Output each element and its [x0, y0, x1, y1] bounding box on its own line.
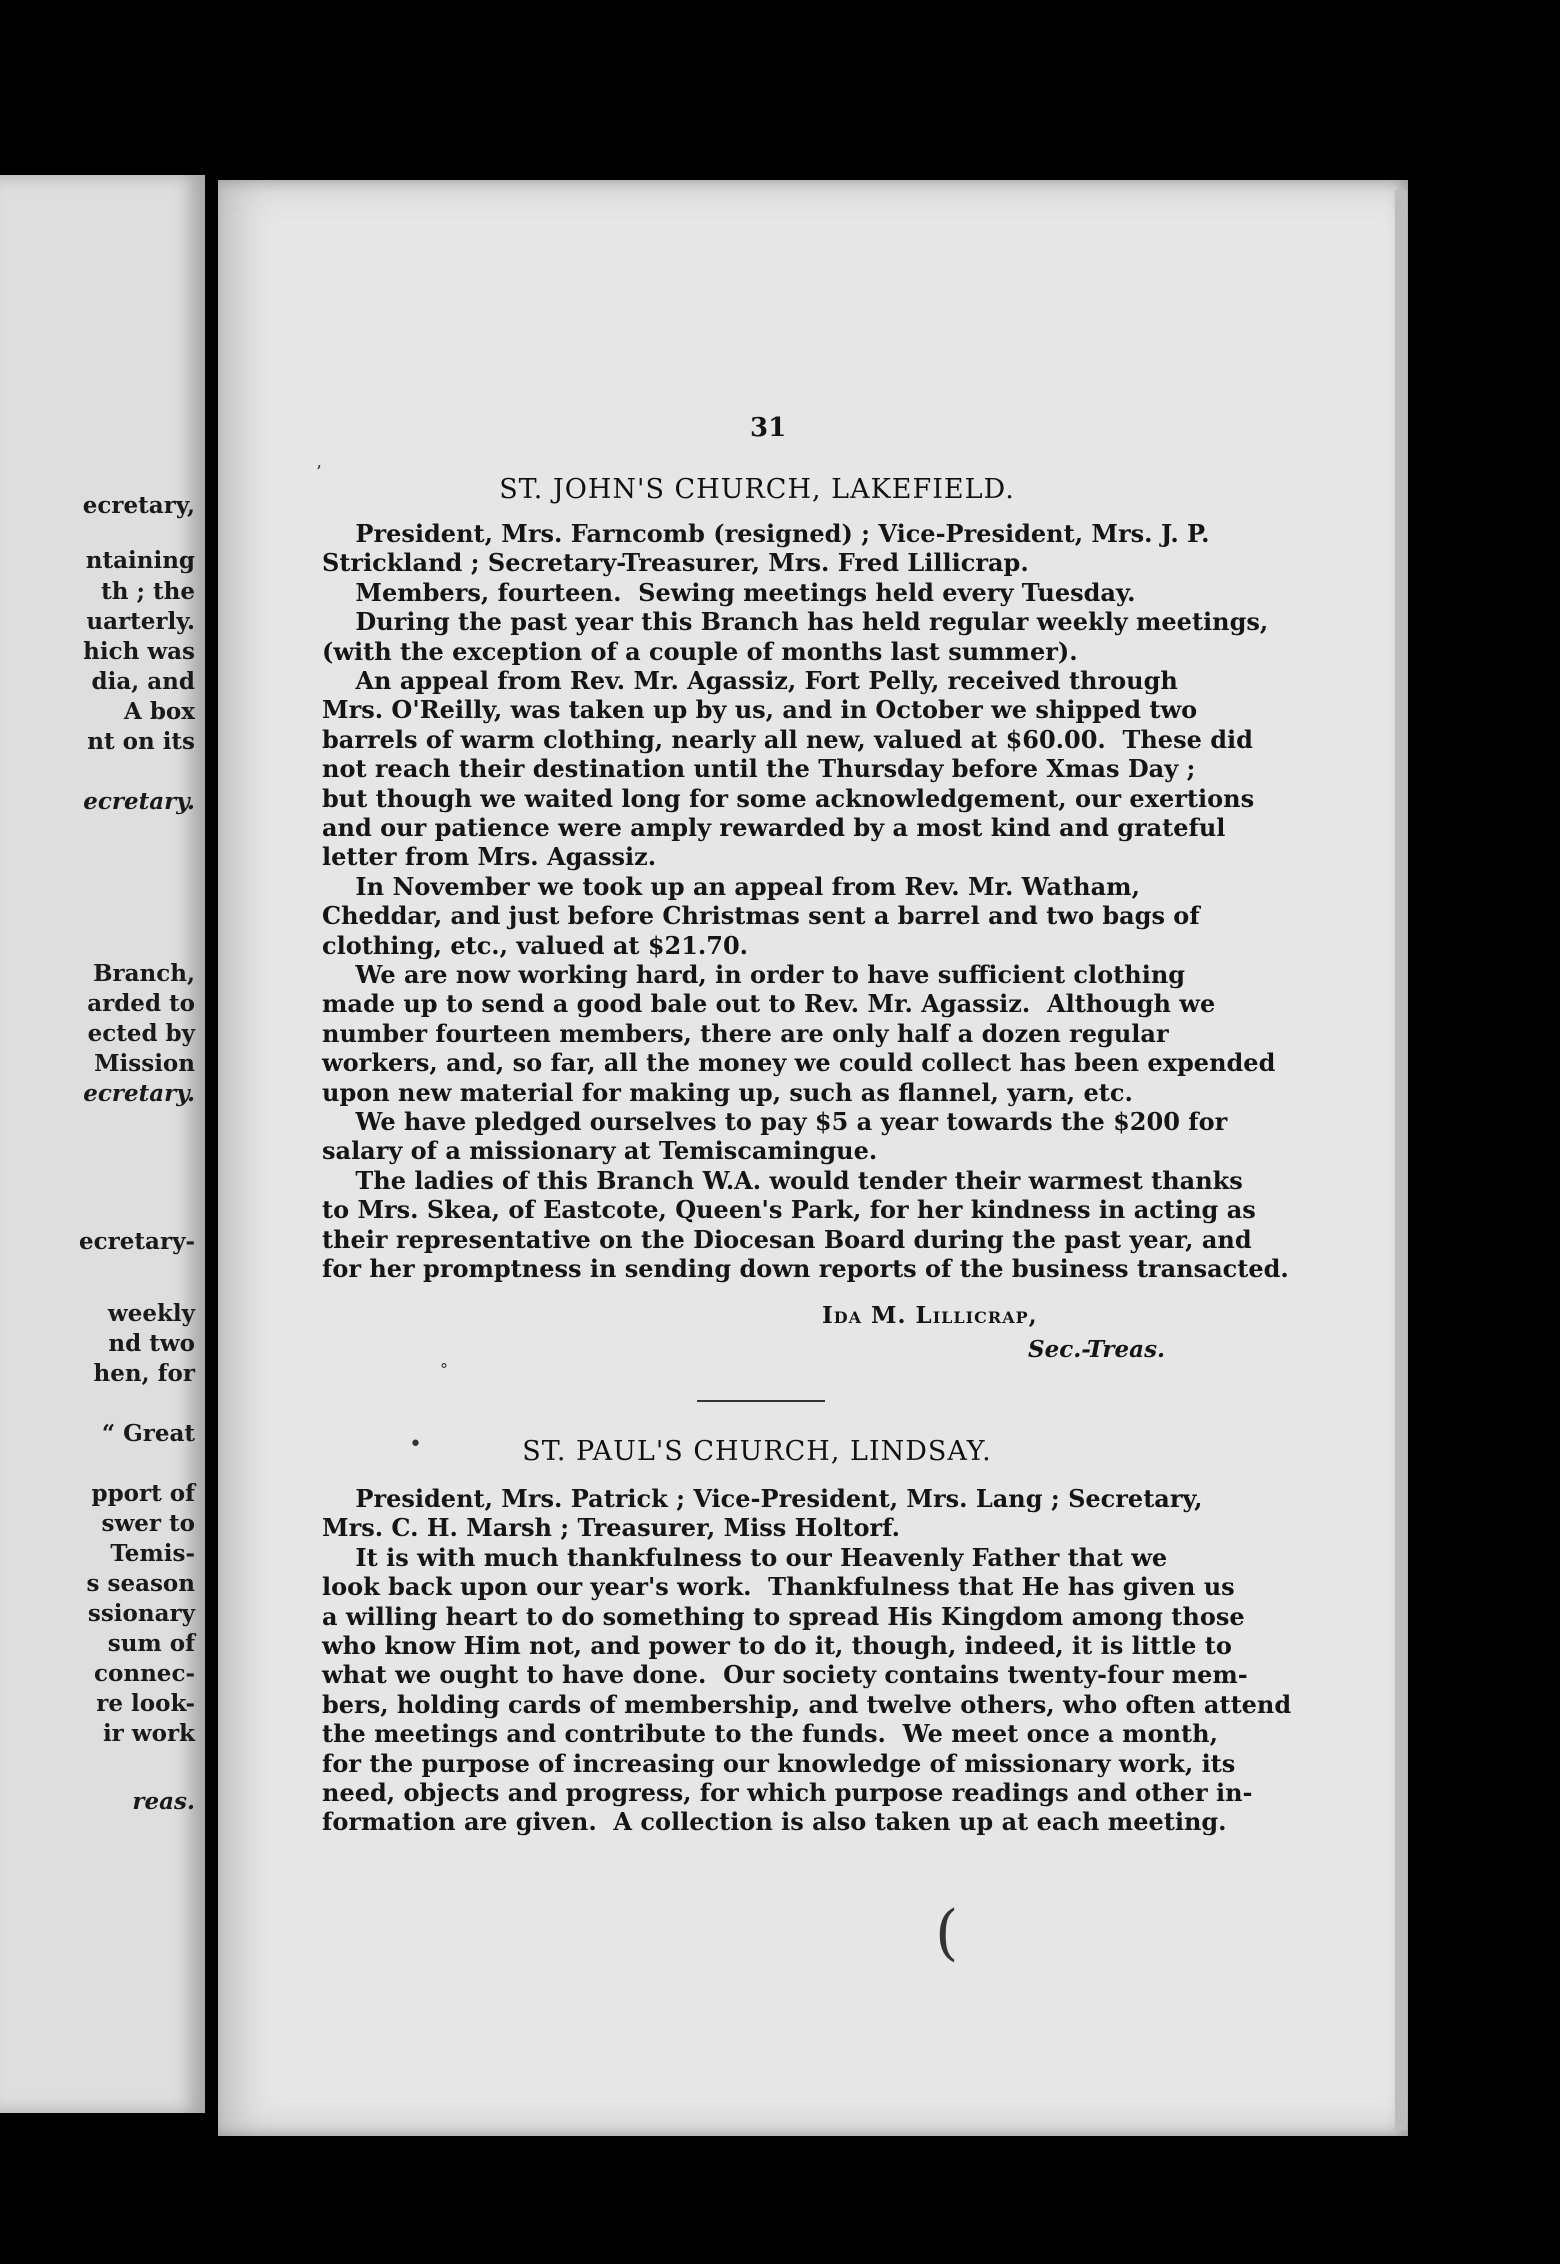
text-line: letter from Mrs. Agassiz.	[322, 842, 657, 872]
page-number: 31	[750, 413, 787, 443]
left-page-text-line: arded to	[87, 990, 195, 1017]
pencil-mark: (	[935, 1898, 959, 1968]
left-page-text-line: s season	[86, 1570, 195, 1597]
text-line: need, objects and progress, for which purpose readings and other in-	[322, 1778, 1253, 1807]
left-page-text-line: nd two	[108, 1330, 195, 1357]
ink-speck: °	[440, 1360, 448, 1379]
text-line: clothing, etc., valued at $21.70.	[322, 930, 749, 960]
left-page-text-line: sum of	[107, 1630, 195, 1657]
text-line: and our patience were amply rewarded by a most kind and grateful	[322, 813, 1226, 842]
text-line: not reach their destination until the Thursday before Xmas Day ;	[322, 754, 1196, 784]
section-divider	[697, 1400, 825, 1402]
text-line: An appeal from Rev. Mr. Agassiz, Fort Pelly, received through	[322, 666, 1178, 695]
left-page-text-line: weekly	[107, 1300, 195, 1327]
left-page-text-line: ecretary.	[83, 788, 195, 815]
left-page-text-line: connec-	[94, 1660, 195, 1687]
ink-speck: •	[409, 1432, 422, 1457]
text-line: Strickland ; Secretary-Treasurer, Mrs. Fred Lillicrap.	[322, 548, 1029, 578]
left-page-text-line: ecretary-	[79, 1228, 195, 1255]
left-page-text-line: Mission	[94, 1050, 195, 1077]
text-line: The ladies of this Branch W.A. would tender their warmest thanks	[322, 1165, 1243, 1195]
text-line: bers, holding cards of membership, and twelve others, who often attend	[322, 1689, 1292, 1719]
text-line: what we ought to have done. Our society contains twenty-four mem-	[322, 1660, 1248, 1690]
signature-name: Ida M. Lillicrap,	[822, 1302, 1038, 1329]
left-page-text-line: ntaining	[85, 547, 195, 574]
left-page-text-line: reas.	[132, 1788, 195, 1815]
left-page-text-line: A box	[124, 698, 195, 725]
text-line: for the purpose of increasing our knowledge of missionary work, its	[322, 1748, 1236, 1778]
text-line: formation are given. A collection is also taken up at each meeting.	[322, 1807, 1227, 1837]
left-page-text-line: “ Great	[101, 1420, 195, 1447]
signature-title: Sec.-Treas.	[1028, 1336, 1166, 1363]
text-line: but though we waited long for some acknowledgement, our exertions	[322, 783, 1255, 813]
left-page-text-line: ir work	[102, 1720, 195, 1747]
text-line: barrels of warm clothing, nearly all new, valued at $60.00. These did	[322, 724, 1253, 754]
ink-speck: ’	[316, 462, 322, 483]
text-line: Members, fourteen. Sewing meetings held every Tuesday.	[322, 577, 1136, 607]
text-line: (with the exception of a couple of months last summer).	[322, 636, 1078, 666]
text-line: number fourteen members, there are only half a dozen regular	[322, 1018, 1169, 1048]
left-page-text-line: uarterly.	[86, 608, 195, 635]
left-page-text-line: hen, for	[93, 1360, 195, 1387]
left-page-text-line: hich was	[83, 638, 195, 665]
text-line: We have pledged ourselves to pay $5 a year towards the $200 for	[322, 1107, 1228, 1136]
left-page-text-line: ecretary.	[83, 1080, 195, 1107]
left-page-fragment	[0, 175, 205, 2113]
text-line: During the past year this Branch has held regular weekly meetings,	[322, 607, 1269, 637]
left-page-text-line: nt on its	[87, 728, 195, 755]
text-line: It is with much thankfulness to our Heavenly Father that we	[322, 1542, 1168, 1572]
text-line: for her promptness in sending down reports of the business transacted.	[322, 1254, 1289, 1283]
text-line: President, Mrs. Patrick ; Vice-President, Mrs. Lang ; Secretary,	[322, 1484, 1203, 1513]
text-line: We are now working hard, in order to have sufficient clothing	[322, 960, 1186, 989]
text-line: the meetings and contribute to the funds. We meet once a month,	[322, 1719, 1218, 1749]
left-page-text-line: Temis-	[110, 1540, 195, 1567]
text-line: who know Him not, and power to do it, though, indeed, it is little to	[322, 1631, 1232, 1660]
text-line: their representative on the Diocesan Board during the past year, and	[322, 1224, 1252, 1254]
left-page-text-line: ecretary,	[82, 492, 195, 519]
text-line: Mrs. O'Reilly, was taken up by us, and in October we shipped two	[322, 695, 1198, 725]
text-line: made up to send a good bale out to Rev. Mr. Agassiz. Although we	[322, 989, 1216, 1019]
left-page-text-line: ssionary	[87, 1600, 195, 1627]
left-page-text-line: dia, and	[91, 668, 195, 695]
left-page-text-line: Branch,	[93, 960, 195, 987]
text-line: In November we took up an appeal from Rev. Mr. Watham,	[322, 871, 1140, 901]
page-content	[316, 0, 1292, 2264]
text-line: to Mrs. Skea, of Eastcote, Queen's Park, for her kindness in acting as	[322, 1195, 1256, 1225]
section-heading-lindsay: ST. PAUL'S CHURCH, LINDSAY.	[522, 1436, 992, 1467]
text-line: a willing heart to do something to spread His Kingdom among those	[322, 1601, 1245, 1631]
text-line: workers, and, so far, all the money we could collect has been expended	[322, 1048, 1276, 1078]
page-edge	[1395, 190, 1407, 2130]
section-heading-lakefield: ST. JOHN'S CHURCH, LAKEFIELD.	[499, 474, 1015, 505]
text-line: President, Mrs. Farncomb (resigned) ; Vice-President, Mrs. J. P.	[322, 519, 1210, 548]
text-line: Mrs. C. H. Marsh ; Treasurer, Miss Holtorf.	[322, 1513, 900, 1543]
text-line: Cheddar, and just before Christmas sent a barrel and two bags of	[322, 901, 1200, 931]
left-page-text-line: pport of	[91, 1480, 195, 1507]
text-line: look back upon our year's work. Thankfulness that He has given us	[322, 1572, 1235, 1602]
left-page-text-line: th ; the	[101, 578, 195, 605]
left-page-text-line: ected by	[87, 1020, 195, 1047]
left-page-text-line: swer to	[101, 1510, 195, 1537]
text-line: upon new material for making up, such as flannel, yarn, etc.	[322, 1077, 1133, 1107]
left-page-text-line: re look-	[96, 1690, 195, 1717]
text-line: salary of a missionary at Temiscamingue.	[322, 1136, 878, 1166]
